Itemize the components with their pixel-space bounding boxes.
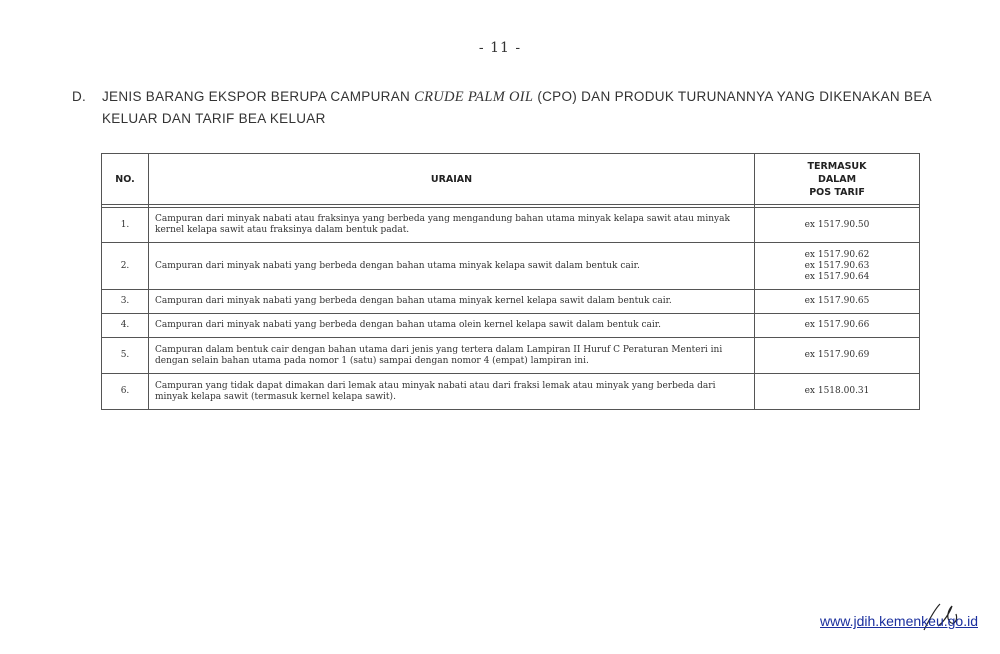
table-row: [102, 374, 920, 410]
table-row: [102, 290, 920, 314]
row-pos: [755, 290, 920, 314]
footer-website-link[interactable]: www.jdih.kemenkeu.go.id: [820, 613, 978, 629]
row-pos-code: ex 1517.90.62: [804, 249, 870, 260]
row-pos-code: ex 1517.90.64: [804, 271, 870, 282]
row-pos-code: ex 1517.90.66: [804, 320, 870, 330]
row-pos-code: ex 1517.90.50: [804, 219, 870, 230]
section-letter: D.: [72, 89, 87, 104]
row-uraian: Campuran dari minyak nabati yang berbeda dengan bahan utama minyak kelapa sawit dalam bentuk cair.: [149, 243, 755, 290]
row-uraian: Campuran dalam bentuk cair dengan bahan utama dari jenis yang tertera dalam Lampiran II Huruf C Peraturan Menteri ini dengan selain bahan utama pada nomor 1 (satu) sampai dengan nomor 4 (empat) lampiran ini.: [149, 338, 755, 374]
table-row: [102, 314, 920, 338]
row-pos: [755, 208, 920, 243]
row-no: 6.: [102, 374, 149, 410]
row-pos: [755, 374, 920, 410]
header-pos-line1: TERMASUK: [807, 160, 867, 172]
row-pos-code: ex 1517.90.65: [804, 296, 870, 306]
row-no: 2.: [102, 243, 149, 290]
row-no: 1.: [102, 208, 149, 243]
row-pos: [755, 314, 920, 338]
row-pos-code: ex 1517.90.69: [804, 350, 870, 360]
section-title-part1: JENIS BARANG EKSPOR BERUPA CAMPURAN: [102, 89, 415, 104]
row-uraian: Campuran dari minyak nabati yang berbeda dengan bahan utama olein kernel kelapa sawit dalam bentuk cair.: [149, 314, 755, 338]
header-pos-line3: POS TARIF: [809, 186, 865, 198]
table-row: [102, 338, 920, 374]
row-no: 5.: [102, 338, 149, 374]
tariff-table: [101, 153, 920, 410]
table-header-row: [102, 154, 920, 205]
section-title-part2: (CPO) DAN PRODUK TURUNANNYA YANG DIKENAKAN BEA KELUAR DAN TARIF BEA KELUAR: [102, 89, 932, 126]
section-title: [72, 86, 932, 129]
section-title-italic: CRUDE PALM OIL: [414, 89, 534, 105]
row-uraian: Campuran dari minyak nabati yang berbeda dengan bahan utama minyak kernel kelapa sawit dalam bentuk cair.: [149, 290, 755, 314]
row-no: 3.: [102, 290, 149, 314]
row-uraian: Campuran yang tidak dapat dimakan dari lemak atau minyak nabati atau dari fraksi lemak atau minyak yang berbeda dari minyak kelapa sawit (termasuk kernel kelapa sawit).: [149, 374, 755, 410]
header-pos-tarif: [755, 154, 920, 205]
row-pos-code: ex 1518.00.31: [804, 386, 870, 396]
header-uraian: URAIAN: [149, 154, 755, 205]
row-uraian: Campuran dari minyak nabati atau fraksinya yang berbeda yang mengandung bahan utama minyak kelapa sawit atau minyak kernel kelapa sawit atau fraksinya dalam bentuk padat.: [149, 208, 755, 243]
header-no: NO.: [102, 154, 149, 205]
table-row: [102, 208, 920, 243]
header-pos-line2: DALAM: [817, 173, 857, 185]
row-no: 4.: [102, 314, 149, 338]
row-pos: [755, 338, 920, 374]
row-pos-code: ex 1517.90.63: [804, 260, 870, 271]
table-row: [102, 243, 920, 290]
page-number: - 11 -: [478, 40, 522, 56]
section-heading: [72, 86, 932, 129]
row-pos: [755, 243, 920, 290]
